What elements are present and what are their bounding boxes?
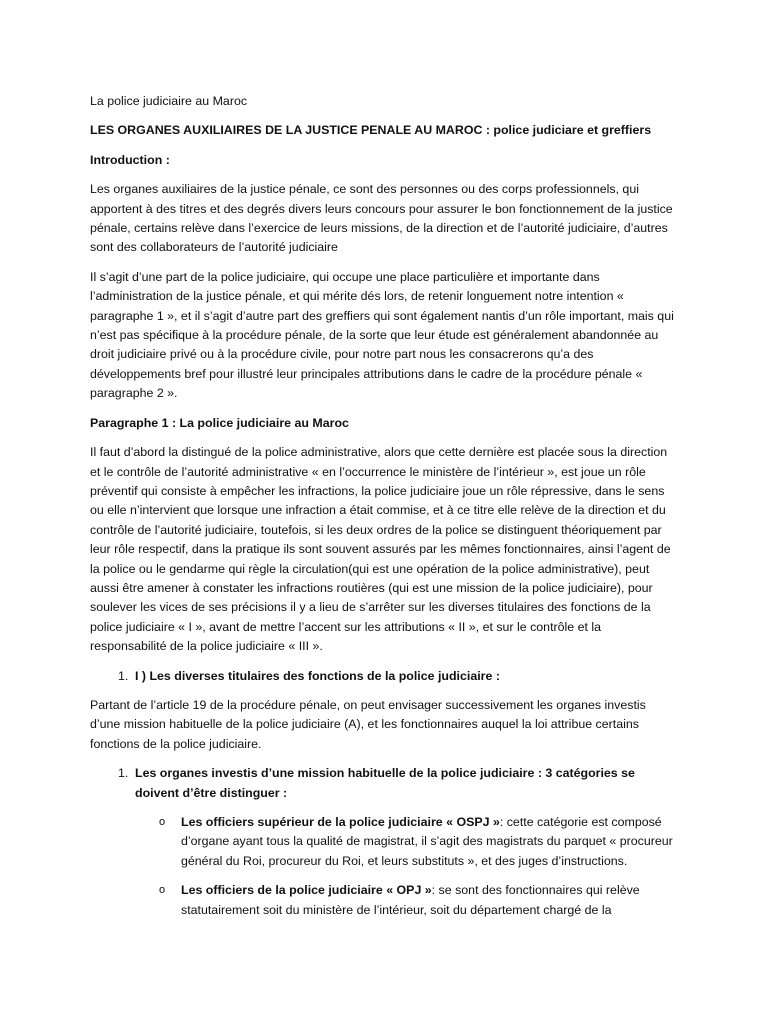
list-number: 1.	[118, 766, 129, 781]
paragraph-1-heading: Paragraphe 1 : La police judiciaire au Maroc	[90, 415, 349, 430]
sub-item-ospj	[90, 813, 678, 871]
bullet-icon: o	[159, 884, 166, 897]
numbered-item-2	[90, 764, 678, 803]
intro-paragraph-1: Les organes auxiliaires de la justice pénale, ce sont des personnes ou des corps professionnels, qui apportent à des titres et des degrés divers leurs concours pour assurer le bon fonctionnement de la justice pénale, certains relève dans l’exercice de leurs missions, de la direction et de l’autorité judiciaire, d’autres sont des collaborateurs de l’autorité judiciaire	[90, 182, 673, 255]
intro-paragraph-2: Il s’agit d’une part de la police judiciaire, qui occupe une place particulière et importante dans l’administration de la justice pénale, et qui mérite dés lors, de retenir longuement notre intention « paragraphe 1 », et il s’agit d’autre part des greffiers qui sont également nantis d’un rôle important, mais qui n’est pas spécifique à la procédure pénale, de la sorte que leur étude est généralement abandonnée au droit judiciaire privé ou à la procédure civile, pour notre part nous les consacrerons qu’a des développements bref pour illustré leur principales attributions dans le cadre de la procédure pénale « paragraphe 2 ».	[90, 269, 674, 401]
list-number: 1.	[118, 668, 129, 683]
sub-item-opj-text: : se sont des fonctionnaires qui relève statutairement soit du ministère de l’intérieur, soit du département chargé de la	[181, 883, 640, 917]
numbered-item-1-heading: I ) Les diverses titulaires des fonctions de la police judiciaire :	[135, 668, 500, 683]
paragraph-1-text: Il faut d’abord la distingué de la police administrative, alors que cette dernière est placée sous la direction et le contrôle de l’autorité administrative « en l’occurrence le ministère de l’intérieur », est joue un rôle préventif qui consiste à empêcher les infractions, la police judiciaire joue un rôle répressive, dans le sens ou elle n’intervient que lorsque une infraction a était commise, et à ce titre elle relève de la direction et du contrôle de l’autorité judiciaire, toutefois, si les deux ordres de la police se distinguent théoriquement par leur rôle respectif, dans la pratique ils sont souvent assurés par les mêmes fonctionnaires, ainsi l’agent de la police ou le gendarme qui règle la circulation(qui est une opération de la police administrative), peut aussi être amener à constater les infractions routières (qui est une mission de la police judiciaire), pour soulever les vices de ses précisions il y a lieu de s’arrêter sur les diverses titulaires des fonctions de la police judiciaire « I », avant de mettre l’accent sur les attributions « II », et sur le contrôle et la responsabilité de la police judiciaire « III ».	[90, 445, 671, 654]
numbered-item-1	[90, 667, 678, 686]
numbered-item-2-heading: Les organes investis d’une mission habituelle de la police judiciaire : 3 catégories se doivent d’être distinguer :	[135, 766, 635, 800]
bullet-icon: o	[159, 816, 166, 828]
numbered-item-1-text: Partant de l’article 19 de la procédure pénale, on peut envisager successivement les organes investis d’une mission habituelle de la police judiciaire (A), et les fonctionnaires auquel la loi attribue certains fonctions de la police judiciaire.	[90, 697, 646, 751]
intro-heading: Introduction :	[90, 152, 170, 167]
sub-item-opj	[90, 881, 678, 920]
sub-item-ospj-text: : cette catégorie est composé d’organe ayant tous la qualité de magistrat, il s’agit des magistrats du parquet « procureur général du Roi, procureur du Roi, et leurs substituts », et des juges d’instructions.	[181, 815, 673, 868]
document-title: La police judiciaire au Maroc	[90, 94, 248, 108]
sub-item-opj-label: Les officiers de la police judiciaire « OPJ »	[181, 883, 432, 898]
sub-item-ospj-label: Les officiers supérieur de la police judiciaire « OSPJ »	[181, 815, 500, 829]
document-subtitle: LES ORGANES AUXILIAIRES DE LA JUSTICE PENALE AU MAROC : police judiciare et greffiers	[90, 123, 652, 138]
